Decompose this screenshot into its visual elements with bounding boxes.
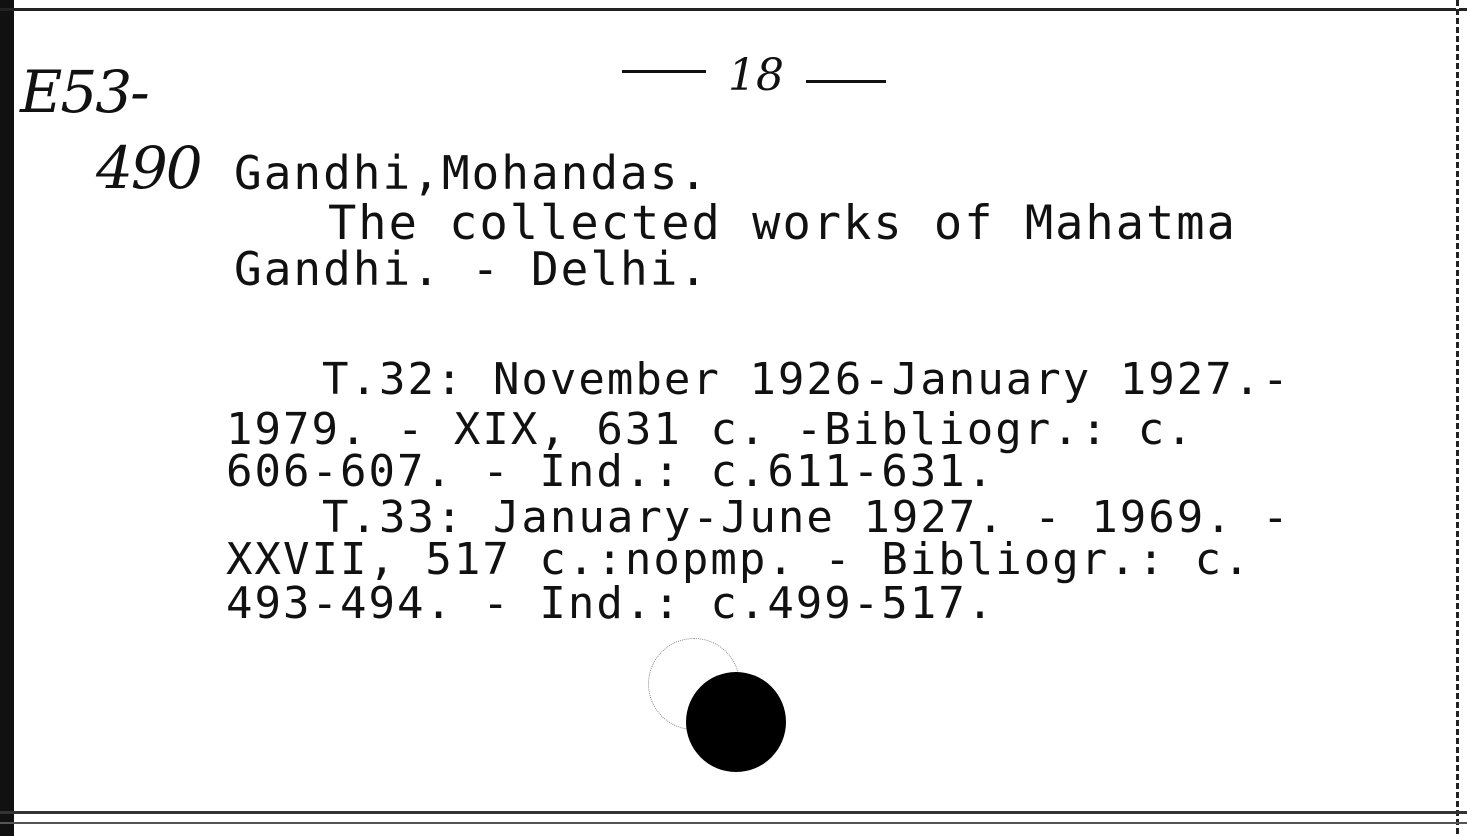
card-top-edge <box>0 8 1467 11</box>
call-number-line1: E53- <box>20 58 148 126</box>
title-line-1: The collected works of Mahatma <box>328 196 1237 251</box>
volume-33-line-1: T.33: January-June 1927. - 1969. - <box>322 492 1291 543</box>
card-right-edge <box>1456 0 1459 836</box>
call-number-line2: 490 <box>96 134 201 202</box>
page-number: 18 <box>728 50 784 101</box>
volume-33-line-3: 493-494. - Ind.: c.499-517. <box>226 578 996 629</box>
page-dash-right <box>806 80 886 83</box>
card-left-edge <box>0 0 14 836</box>
punch-hole <box>686 672 786 772</box>
volume-32-line-1: T.32: November 1926-January 1927.- <box>322 354 1291 405</box>
volume-32-line-2: 1979. - XIX, 631 c. -Bibliogr.: c. <box>226 404 1195 455</box>
volume-33-line-2: XXVII, 517 c.:nopmp. - Bibliogr.: c. <box>226 534 1252 585</box>
page-dash-left <box>622 70 706 73</box>
card-bottom-edge-secondary <box>0 822 1467 824</box>
card-bottom-edge <box>0 811 1467 814</box>
author-heading: Gandhi,Mohandas. <box>234 146 710 200</box>
volume-32-line-3: 606-607. - Ind.: c.611-631. <box>226 446 996 497</box>
title-line-2: Gandhi. - Delhi. <box>234 242 710 296</box>
